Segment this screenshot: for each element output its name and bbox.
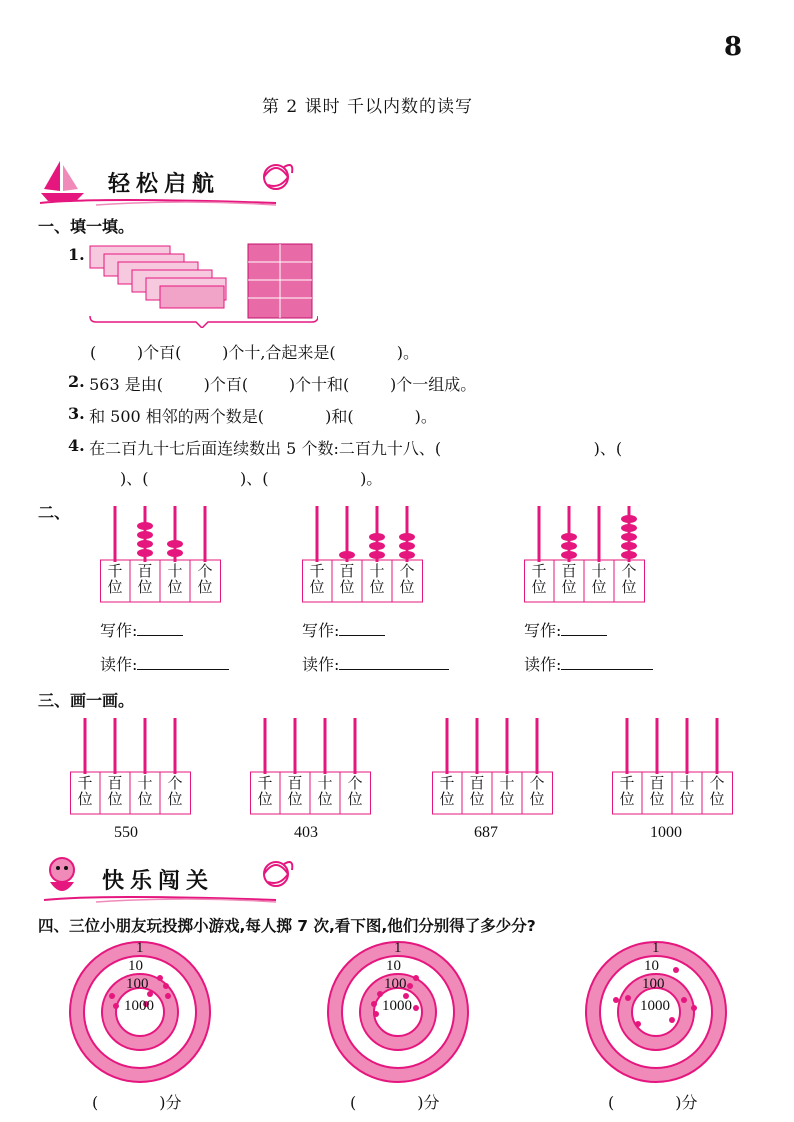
place-name: 个 — [167, 774, 183, 792]
place-suffix: 位 — [709, 790, 725, 808]
place-suffix: 位 — [679, 790, 695, 808]
throw-mark — [673, 967, 679, 973]
empty-abacus-1[interactable] — [70, 716, 192, 818]
draw-number-4: 1000 — [650, 824, 682, 841]
draw-number-2: 403 — [294, 824, 318, 841]
place-name: 百 — [649, 774, 665, 792]
place-label — [702, 775, 732, 807]
place-suffix: 位 — [137, 790, 153, 808]
place-label — [642, 775, 672, 807]
throw-mark — [413, 1005, 419, 1011]
write-label: 写作: — [524, 621, 562, 640]
throw-mark — [625, 995, 631, 1001]
banner-kuaile — [36, 852, 296, 904]
draw-number-1: 550 — [114, 824, 138, 841]
read-label: 读作: — [302, 655, 340, 674]
place-label — [554, 563, 584, 595]
money-illustration — [86, 242, 318, 328]
throw-mark — [681, 997, 687, 1003]
place-suffix: 位 — [107, 790, 123, 808]
place-label — [100, 563, 130, 595]
place-suffix: 位 — [339, 578, 355, 596]
place-label — [190, 563, 220, 595]
place-label — [672, 775, 702, 807]
ring-label: 1 — [652, 940, 660, 956]
place-name: 千 — [257, 774, 273, 792]
ring-label: 1000 — [640, 998, 670, 1014]
place-label — [612, 775, 642, 807]
q4-continuation[interactable]: )、( )、( )。 — [120, 469, 383, 488]
place-name: 千 — [107, 562, 123, 580]
place-name: 个 — [621, 562, 637, 580]
place-suffix: 位 — [369, 578, 385, 596]
ten-notes-grid — [248, 244, 312, 318]
place-suffix: 位 — [167, 578, 183, 596]
throw-mark — [165, 993, 171, 999]
place-label — [340, 775, 370, 807]
write-label: 写作: — [100, 621, 138, 640]
place-label — [614, 563, 644, 595]
place-name: 个 — [399, 562, 415, 580]
throw-mark — [407, 983, 413, 989]
ring-label: 1 — [394, 940, 402, 956]
q4-number: 4. — [68, 436, 85, 455]
ring-label: 100 — [126, 976, 149, 992]
write-as-1[interactable] — [100, 618, 183, 641]
place-suffix: 位 — [287, 790, 303, 808]
target-board-3 — [582, 938, 730, 1086]
ring-label: 100 — [642, 976, 665, 992]
throw-mark — [113, 1003, 119, 1009]
place-suffix: 位 — [347, 790, 363, 808]
place-label — [160, 775, 190, 807]
place-label — [522, 775, 552, 807]
place-suffix: 位 — [619, 790, 635, 808]
section1-heading: 一、填一填。 — [38, 217, 135, 236]
score-answer-1[interactable]: ( )分 — [92, 1093, 182, 1112]
throw-mark — [163, 983, 169, 989]
place-label — [310, 775, 340, 807]
place-name: 百 — [469, 774, 485, 792]
throw-mark — [109, 993, 115, 999]
lesson-title: 第 2 课时 千以内数的读写 — [262, 97, 474, 117]
place-label — [462, 775, 492, 807]
place-suffix: 位 — [309, 578, 325, 596]
place-name: 十 — [167, 562, 183, 580]
empty-abacus-2[interactable] — [250, 716, 372, 818]
place-name: 个 — [197, 562, 213, 580]
place-label — [362, 563, 392, 595]
place-suffix: 位 — [531, 578, 547, 596]
place-suffix: 位 — [439, 790, 455, 808]
place-suffix: 位 — [167, 790, 183, 808]
place-label — [250, 775, 280, 807]
place-suffix: 位 — [591, 578, 607, 596]
place-suffix: 位 — [107, 578, 123, 596]
place-label — [524, 563, 554, 595]
q1-answer-line[interactable]: ( )个百( )个十,合起来是( )。 — [90, 343, 419, 362]
q1-number: 1. — [68, 245, 85, 264]
place-suffix: 位 — [317, 790, 333, 808]
place-label — [280, 775, 310, 807]
place-label — [392, 563, 422, 595]
place-label — [332, 563, 362, 595]
score-answer-2[interactable]: ( )分 — [350, 1093, 440, 1112]
throw-mark — [371, 1001, 377, 1007]
place-label — [584, 563, 614, 595]
throw-mark — [669, 1017, 675, 1023]
ring-label: 10 — [644, 958, 659, 974]
place-label — [100, 775, 130, 807]
throw-mark — [691, 1005, 697, 1011]
throw-mark — [157, 975, 163, 981]
place-name: 千 — [619, 774, 635, 792]
place-name: 十 — [137, 774, 153, 792]
banner-kuaile-label: 快乐闯关 — [102, 869, 215, 894]
read-label: 读作: — [100, 655, 138, 674]
place-suffix: 位 — [499, 790, 515, 808]
place-name: 百 — [339, 562, 355, 580]
place-name: 十 — [369, 562, 385, 580]
place-suffix: 位 — [77, 790, 93, 808]
place-suffix: 位 — [561, 578, 577, 596]
banner-qingsong — [36, 155, 296, 207]
place-name: 千 — [439, 774, 455, 792]
ring-label: 1 — [136, 940, 144, 956]
q3-number: 3. — [68, 404, 85, 423]
banner-qingsong-label: 轻松启航 — [108, 172, 221, 197]
ring-label: 100 — [384, 976, 407, 992]
place-suffix: 位 — [399, 578, 415, 596]
place-name: 十 — [499, 774, 515, 792]
place-name: 千 — [309, 562, 325, 580]
read-as-3[interactable] — [524, 652, 653, 675]
q2-number: 2. — [68, 372, 85, 391]
place-name: 十 — [591, 562, 607, 580]
page-number: 8 — [724, 32, 743, 62]
q4-text[interactable]: 在二百九十七后面连续数出 5 个数:二百九十八、( )、( — [84, 439, 623, 458]
place-suffix: 位 — [197, 578, 213, 596]
empty-abacus-3[interactable] — [432, 716, 554, 818]
abacus-2-beads — [339, 533, 415, 559]
place-label — [130, 775, 160, 807]
ring-label: 10 — [128, 958, 143, 974]
hundred-notes-fanned — [90, 246, 226, 308]
write-as-2[interactable] — [302, 618, 385, 641]
place-suffix: 位 — [257, 790, 273, 808]
place-label — [130, 563, 160, 595]
place-name: 千 — [77, 774, 93, 792]
place-suffix: 位 — [137, 578, 153, 596]
draw-number-3: 687 — [474, 824, 498, 841]
place-label — [302, 563, 332, 595]
place-name: 十 — [679, 774, 695, 792]
place-name: 个 — [347, 774, 363, 792]
target-board-2 — [324, 938, 472, 1086]
empty-abacus-4[interactable] — [612, 716, 734, 818]
place-name: 个 — [709, 774, 725, 792]
throw-mark — [635, 1021, 641, 1027]
section3-heading: 三、画一画。 — [38, 691, 135, 710]
read-as-1[interactable] — [100, 652, 229, 675]
place-name: 百 — [287, 774, 303, 792]
place-label — [160, 563, 190, 595]
place-name: 百 — [561, 562, 577, 580]
throw-mark — [377, 991, 383, 997]
throw-mark — [373, 1011, 379, 1017]
place-suffix: 位 — [529, 790, 545, 808]
read-label: 读作: — [524, 655, 562, 674]
ring-label: 1000 — [124, 998, 154, 1014]
write-as-3[interactable] — [524, 618, 607, 641]
place-suffix: 位 — [469, 790, 485, 808]
score-answer-3[interactable]: ( )分 — [608, 1093, 698, 1112]
ring-label: 10 — [386, 958, 401, 974]
place-label — [70, 775, 100, 807]
target-board-1 — [66, 938, 214, 1086]
place-name: 百 — [107, 774, 123, 792]
q3-text[interactable]: 和 500 相邻的两个数是( )和( )。 — [84, 407, 437, 426]
section2-heading: 二、 — [38, 503, 71, 522]
write-label: 写作: — [302, 621, 340, 640]
place-name: 个 — [529, 774, 545, 792]
place-name: 千 — [531, 562, 547, 580]
throw-mark — [613, 997, 619, 1003]
ring-label: 1000 — [382, 998, 412, 1014]
place-name: 百 — [137, 562, 153, 580]
section4-heading: 四、三位小朋友玩投掷小游戏,每人掷 7 次,看下图,他们分别得了多少分? — [38, 917, 536, 935]
q2-text[interactable]: 563 是由( )个百( )个十和( )个一组成。 — [84, 375, 477, 394]
place-suffix: 位 — [621, 578, 637, 596]
place-name: 十 — [317, 774, 333, 792]
place-label — [432, 775, 462, 807]
place-suffix: 位 — [649, 790, 665, 808]
place-label — [492, 775, 522, 807]
throw-mark — [413, 975, 419, 981]
read-as-2[interactable] — [302, 652, 449, 675]
